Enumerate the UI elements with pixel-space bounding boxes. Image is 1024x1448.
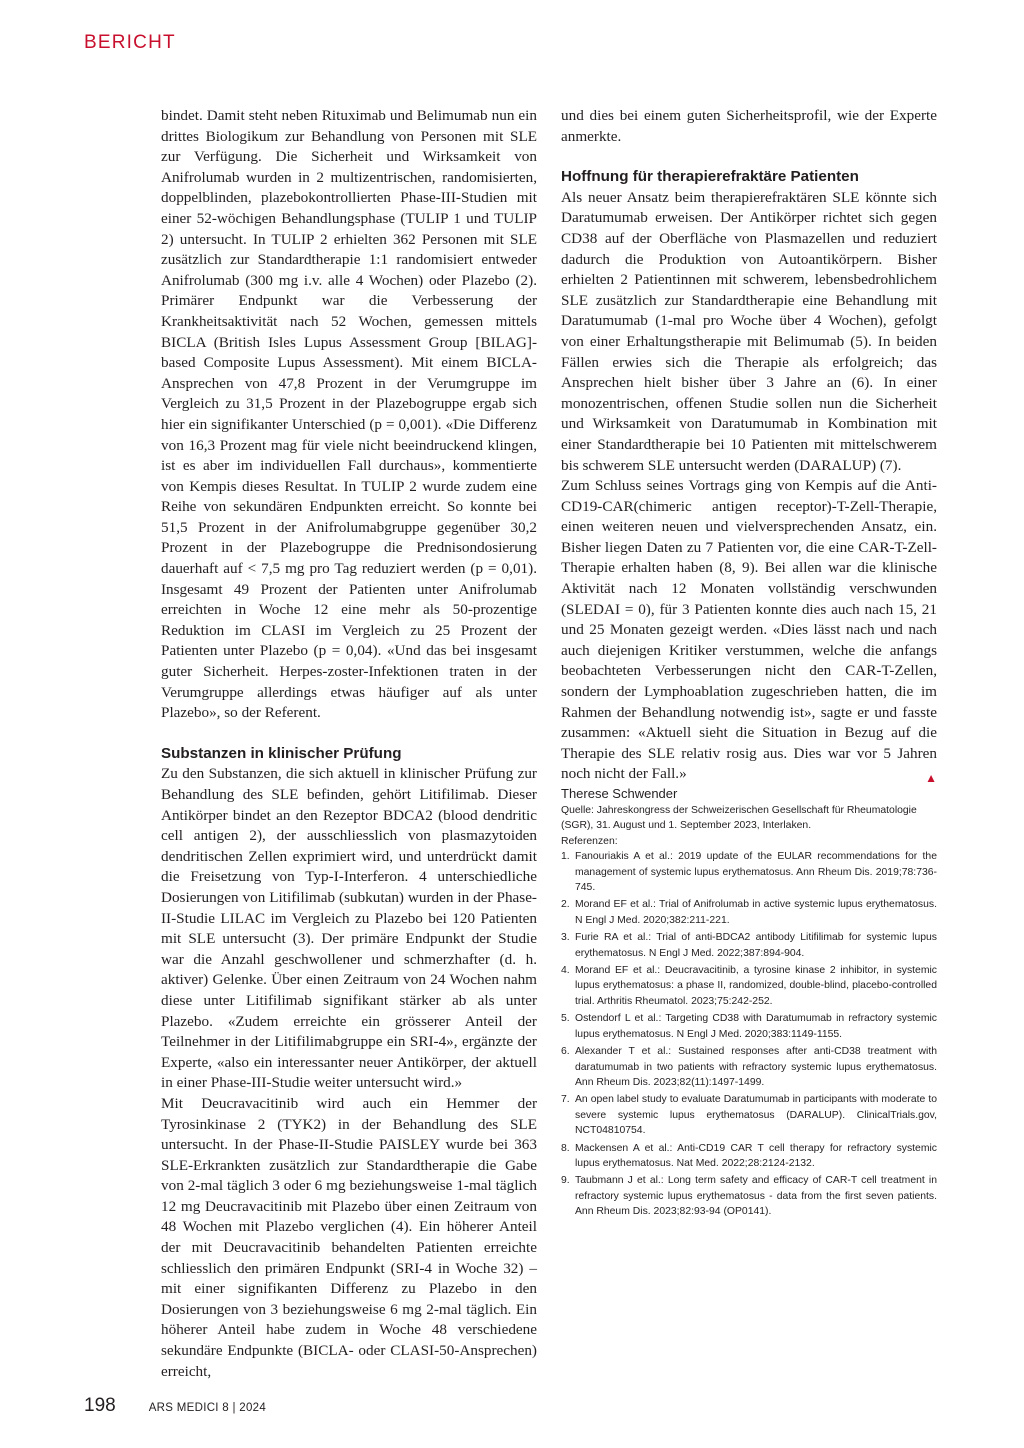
body-paragraph: bindet. Damit steht neben Rituximab und Belimumab nun ein drittes Biologikum zur Behandlung von Personen mit SLE zur Verfügung. Die Sicherheit und Wirksamkeit von Anifrolumab wurden in 2 multizentrischen, randomisierten, doppelblinden, plazebokontrollierten Phase-III-Studien mit einer 52-wöchigen Behandlungsphase (TULIP 1 und TULIP 2) untersucht. In TULIP 2 erhielten 362 Personen mit SLE zusätzlich zur Standardtherapie 1:1 randomisiert entweder Anifrolumab (300 mg i.v. alle 4 Wochen) oder Plazebo (2). Primärer Endpunkt war die Verbesserung der Krankheitsaktivität nach 52 Wochen, gemessen mittels BICLA (British Isles Lupus Assessment Group [BILAG]-based Composite Lupus Assessment). Mit einem BICLA-Ansprechen von 47,8 Prozent in der Verumgruppe im Vergleich zu 31,5 Prozent in der Plazebogruppe ergab sich hier ein signifikanter Unterschied (p = 0,001). «Die Differenz von 16,3 Prozent mag für viele nicht beeindruckend klingen, ist es aber im individuellen Fall durchaus», kommentierte von Kempis dieses Resultat. In TULIP 2 wurde zudem eine Reihe von sekundären Endpunkten erreicht. So konnte bei 51,5 Prozent in der Anifrolumabgruppe gegenüber 30,2 Prozent in der Plazebogruppe die Prednisondosierung dauerhaft auf < 7,5 mg pro Tag reduziert werden (p = 0,01). Insgesamt 49 Prozent der Patienten unter Anifrolumab erreichten in Woche 12 eine mehr als 50-prozentige Reduktion im CLASI im Vergleich zu 25 Prozent der Patienten unter Plazebo (p = 0,04). «Und das bei insgesamt guter Sicherheit. Herpes-zoster-Infektionen traten in der Verumgruppe allerdings etwas häufiger auf als unter Plazebo», so der Referent. — [161, 107, 537, 722]
reference-item — [561, 849, 937, 895]
page-number: 198 — [84, 1395, 116, 1416]
reference-item — [561, 1141, 937, 1172]
reference-number: 8. — [561, 1142, 570, 1154]
reference-number: 9. — [561, 1175, 570, 1187]
section-heading: Hoffnung für therapierefraktäre Patienten — [561, 168, 859, 186]
section-heading: Substanzen in klinischer Prüfung — [161, 744, 402, 762]
reference-item — [561, 1011, 937, 1042]
body-paragraph: und dies bei einem guten Sicherheitsprofil, wie der Experte anmerkte. — [561, 107, 937, 145]
reference-number: 5. — [561, 1013, 570, 1025]
reference-list — [561, 849, 937, 1219]
reference-text: Alexander T et al.: Sustained responses after anti-CD38 treatment with daratumumab in two patients with refractory systemic lupus erythematosus. Ann Rheum Dis. 2023;82(11):1497-1499. — [575, 1046, 937, 1088]
reference-item — [561, 963, 937, 1009]
body-paragraph: Zu den Substanzen, die sich aktuell in klinischer Prüfung zur Behandlung des SLE befinden, gehört Litifilimab. Dieser Antikörper bindet an den Rezeptor BDCA2 (blood dendritic cell antigen 2), der ausschliesslich von plasmazytoiden dendritischen Zellen exprimiert wird, und unterdrückt damit die Freisetzung von Typ-I-Interferon. 4 unterschiedliche Dosierungen von Litifilimab (subkutan) wurden in der Phase-II-Studie LILAC im Vergleich zu Plazebo bei 120 Patienten mit SLE untersucht (3). Der primäre Endpunkt der Studie war die Anzahl geschwollener und schmerzhafter (d. h. aktiver) Gelenke. Über einen Zeitraum von 24 Wochen nahm diese unter Litifilimab signifikant stärker ab als unter Plazebo. «Zudem erreichte ein grösserer Anteil der Teilnehmer in der Litifilimabgruppe ein SRI-4», ergänzte der Experte, «also ein interessanter neuer Antikörper, der aktuell in einer Phase-III-Studie weiter untersucht wird.» — [161, 765, 537, 1092]
reference-item — [561, 897, 937, 928]
reference-item — [561, 930, 937, 961]
section-label: BERICHT — [84, 32, 176, 53]
reference-number: 2. — [561, 899, 570, 911]
reference-item — [561, 1092, 937, 1138]
references-title: Referenzen: — [561, 835, 618, 847]
journal-name: ARS MEDICI 8 | 2024 — [148, 1402, 267, 1414]
reference-number: 7. — [561, 1094, 570, 1106]
reference-number: 6. — [561, 1046, 570, 1058]
reference-text: Mackensen A et al.: Anti-CD19 CAR T cell therapy for refractory systemic lupus erythematosus. Nat Med. 2022;28:2124-2132. — [575, 1142, 937, 1169]
end-of-article-icon: ▲ — [925, 771, 937, 786]
reference-text: Taubmann J et al.: Long term safety and efficacy of CAR-T cell treatment in refractory systemic lupus erythematosus - data from the first seven patients. Ann Rheum Dis. 2023;82:93-94 (OP0141). — [575, 1175, 937, 1218]
body-paragraph — [561, 476, 937, 785]
left-column — [161, 106, 537, 1382]
reference-text: Ostendorf L et al.: Targeting CD38 with Daratumumab in refractory systemic lupus erythematosus. N Engl J Med. 2020;383:1149-1155. — [575, 1013, 937, 1040]
body-paragraph: Als neuer Ansatz beim therapierefraktären SLE könnte sich Daratumumab erweisen. Der Antikörper richtet sich gegen CD38 auf der Oberfläche von Plasmazellen und reduziert dadurch die Produktion von Autoantikörpern. Bisher erhielten 2 Patientinnen mit schwerem, lebensbedrohlichem SLE zusätzlich zur Standardtherapie eine Behandlung mit Daratumumab (1-mal pro Woche über 4 Wochen), gefolgt von einer Erhaltungstherapie mit Belimumab (5). In beiden Fällen erwies sich die Therapie als erfolgreich; das Ansprechen hielt bisher über 3 Jahre an (6). In einer monozentrischen, offenen Studie sollen nun die Sicherheit und Wirksamkeit von Daratumumab in Kombination mit einer Standardtherapie bei 10 Patienten mit mittelschwerem bis schwerem SLE untersucht werden (DARALUP) (7). — [561, 188, 937, 474]
reference-item — [561, 1173, 937, 1219]
reference-number: 1. — [561, 851, 570, 863]
reference-text: An open label study to evaluate Daratumumab in participants with moderate to severe systemic lupus erythematosus (DARALUP). ClinicalTrials.gov, NCT04810754. — [575, 1094, 937, 1137]
body-paragraph: Mit Deucravacitinib wird auch ein Hemmer der Tyrosinkinase 2 (TYK2) in der Behandlung des SLE untersucht. In der Phase-II-Studie PAISLEY wurde bei 363 SLE-Erkrankten zusätzlich zur Standardtherapie die Gabe von 2-mal täglich 3 oder 6 mg beziehungsweise 1-mal täglich 12 mg Deucravacitinib mit Plazebo über einen Zeitraum von 48 Wochen mit Plazebo verglichen (4). Ein höherer Anteil der mit Deucravacitinib behandelten Patienten erreichte schliesslich den primären Endpunkt (SRI-4 in Woche 32) – mit einer signifikanten Differenz zu Plazebo in den Dosierungen von 3 beziehungsweise 6 mg 2-mal täglich. Ein höherer Anteil habe zudem in Woche 48 verschiedene sekundäre Endpunkte (BICLA- oder CLASI-50-Ansprechen) erreicht, — [161, 1094, 537, 1380]
reference-text: Fanouriakis A et al.: 2019 update of the EULAR recommendations for the management of systemic lupus erythematosus. Ann Rheum Dis. 2019;78:736-745. — [575, 851, 937, 894]
body-text: Zum Schluss seines Vortrags ging von Kempis auf die Anti-CD19-CAR(chimeric antigen receptor)-T-Zell-Therapie, einen weiteren neuen und vielversprechenden Ansatz, ein. Bisher liegen Daten zu 7 Patienten vor, die eine CAR-T-Zell-Therapie erhalten haben (8, 9). Bei allen war die klinische Aktivität nach 12 Monaten vollständig verschwunden (SLEDAI = 0), für 3 Patienten konnte dies auch nach 15, 21 und 25 Monaten gezeigt werden. «Dies lässt nach und nach auch diejenigen Kritiker verstummen, welche die anfangs beobachteten Verbesserungen nicht den CAR-T-Zellen, sondern der Lymphoablation zugeschrieben hatten, die im Rahmen der Behandlung notwendig ist», sagte er und fasste zusammen: «Aktuell sieht die Situation in Bezug auf die Therapie des SLE relativ rosig aus. Dies war vor 5 Jahren noch nicht der Fall.» — [561, 477, 937, 783]
reference-number: 3. — [561, 932, 570, 944]
reference-item — [561, 1044, 937, 1090]
source-note: Quelle: Jahreskongress der Schweizerischen Gesellschaft für Rheumatologie (SGR), 31. August und 1. September 2023, Interlaken. — [561, 805, 917, 832]
author-name: Therese Schwender — [561, 786, 678, 801]
right-column — [561, 106, 937, 1222]
reference-text: Morand EF et al.: Deucravacitinib, a tyrosine kinase 2 inhibitor, in systemic lupus erythematosus: a phase II, randomized, double-blind, placebo-controlled trial. Arthritis Rheumatol. 2023;75:242-252. — [575, 965, 937, 1007]
reference-text: Morand EF et al.: Trial of Anifrolumab in active systemic lupus erythematosus. N Engl J Med. 2020;382:211-221. — [575, 899, 937, 926]
reference-number: 4. — [561, 965, 570, 977]
page-footer — [84, 1395, 266, 1417]
reference-text: Furie RA et al.: Trial of anti-BDCA2 antibody Litifilimab for systemic lupus erythematosus. N Engl J Med. 2022;387:894-904. — [575, 932, 937, 959]
